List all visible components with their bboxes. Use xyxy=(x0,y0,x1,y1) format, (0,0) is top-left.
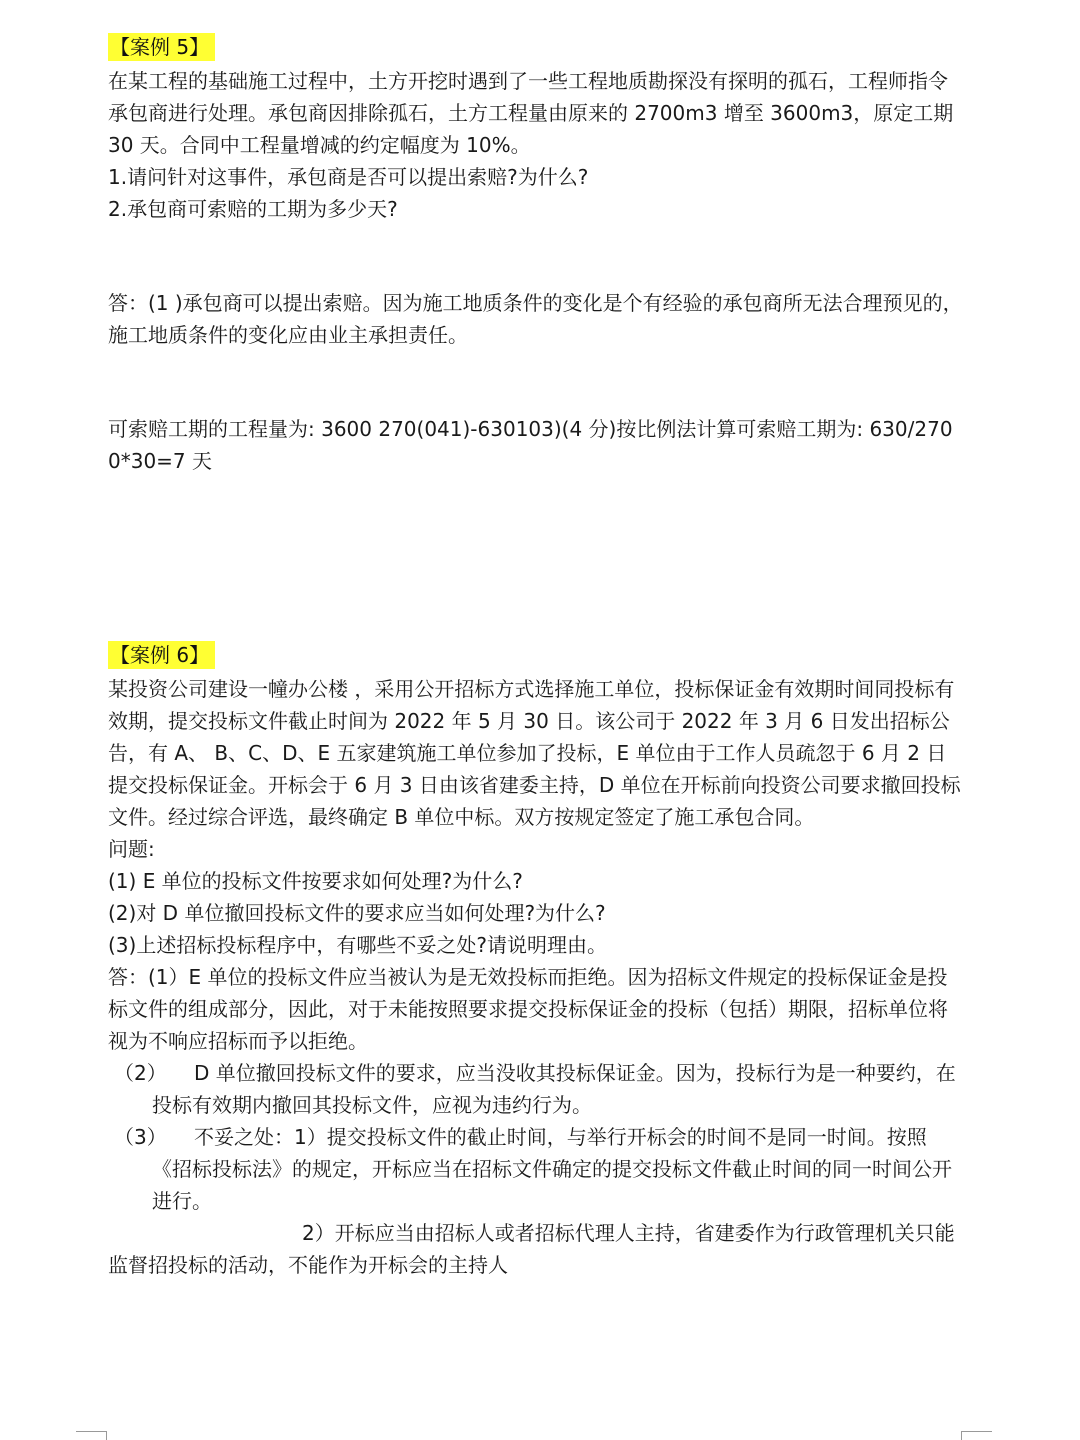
case-6-section xyxy=(108,641,963,1281)
case-5-title: 【案例 5】 xyxy=(108,33,215,61)
case-6-questions-label: 问题: xyxy=(108,837,155,861)
case-6-answer-3 xyxy=(108,1121,963,1217)
case-6-question-1: (1) E 单位的投标文件按要求如何处理?为什么? xyxy=(108,869,523,893)
case-5-description: 在某工程的基础施工过程中，土方开挖时遇到了一些工程地质勘探没有探明的孤石，工程师指令承包商进行处理。承包商因排除孤石，土方工程量由原来的 2700m3 增至 3600m3，原定工期 30 天。合同中工程量增减的约定幅度为 10%。 xyxy=(108,69,954,157)
case-6-question-3: (3)上述招标投标程序中，有哪些不妥之处?请说明理由。 xyxy=(108,933,607,957)
case-6-answer-2-text: D 单位撤回投标文件的要求，应当没收其投标保证金。因为，投标行为是一种要约，在投标有效期内撤回其投标文件，应视为违约行为。 xyxy=(152,1061,956,1117)
case-6-answer-2-number: （2） xyxy=(114,1061,167,1085)
case-5-question-2: 2.承包商可索赔的工期为多少天? xyxy=(108,197,398,221)
case-6-answer-1: 答：(1）E 单位的投标文件应当被认为是无效投标而拒绝。因为招标文件规定的投标保证金是投标文件的组成部分，因此，对于未能按照要求提交投标保证金的投标（包括）期限，招标单位将视为不响应招标而予以拒绝。 xyxy=(108,965,948,1053)
case-6-description: 某投资公司建设一幢办公楼 ，采用公开招标方式选择施工单位，投标保证金有效期时间同投标有效期，提交投标文件截止时间为 2022 年 5 月 30 日。该公司于 2022 年 3 月 6 日发出招标公告，有 A、 B、C、D、E 五家建筑施工单位参加了投标，E 单位由于工作人员疏忽于 6 月 2 日提交投标保证金。开标会于 6 月 3 日由该省建委主持，D 单位在开标前向投资公司要求撤回投标文件。经过综合评选，最终确定 B 单位中标。双方按规定签定了施工承包合同。 xyxy=(108,677,961,829)
case-5-section xyxy=(108,33,963,477)
case-6-question-2: (2)对 D 单位撤回投标文件的要求应当如何处理?为什么? xyxy=(108,901,606,925)
case-5-answer-1: 答：(1 )承包商可以提出索赔。因为施工地质条件的变化是个有经验的承包商所无法合理预见的，施工地质条件的变化应由业主承担责任。 xyxy=(108,291,963,347)
case-6-answer-3-number: （3） xyxy=(114,1125,167,1149)
case-6-answer-2 xyxy=(108,1057,963,1121)
case-6-answer-3-sub-2: 2）开标应当由招标人或者招标代理人主持，省建委作为行政管理机关只能监督招投标的活动，不能作为开标会的主持人 xyxy=(108,1221,955,1277)
case-6-title: 【案例 6】 xyxy=(108,641,215,669)
page-corner-mark-right xyxy=(961,1431,992,1440)
case-6-answer-3-text: 不妥之处：1）提交投标文件的截止时间，与举行开标会的时间不是同一时间。按照《招标投标法》的规定，开标应当在招标文件确定的提交投标文件截止时间的同一时间公开进行。 xyxy=(152,1125,952,1213)
case-5-answer-2: 可索赔工期的工程量为: 3600 270(041)-630103)(4 分)按比例法计算可索赔工期为: 630/2700*30=7 天 xyxy=(108,417,953,473)
page-corner-mark-left xyxy=(76,1431,107,1440)
case-5-question-1: 1.请问针对这事件，承包商是否可以提出索赔?为什么? xyxy=(108,165,589,189)
